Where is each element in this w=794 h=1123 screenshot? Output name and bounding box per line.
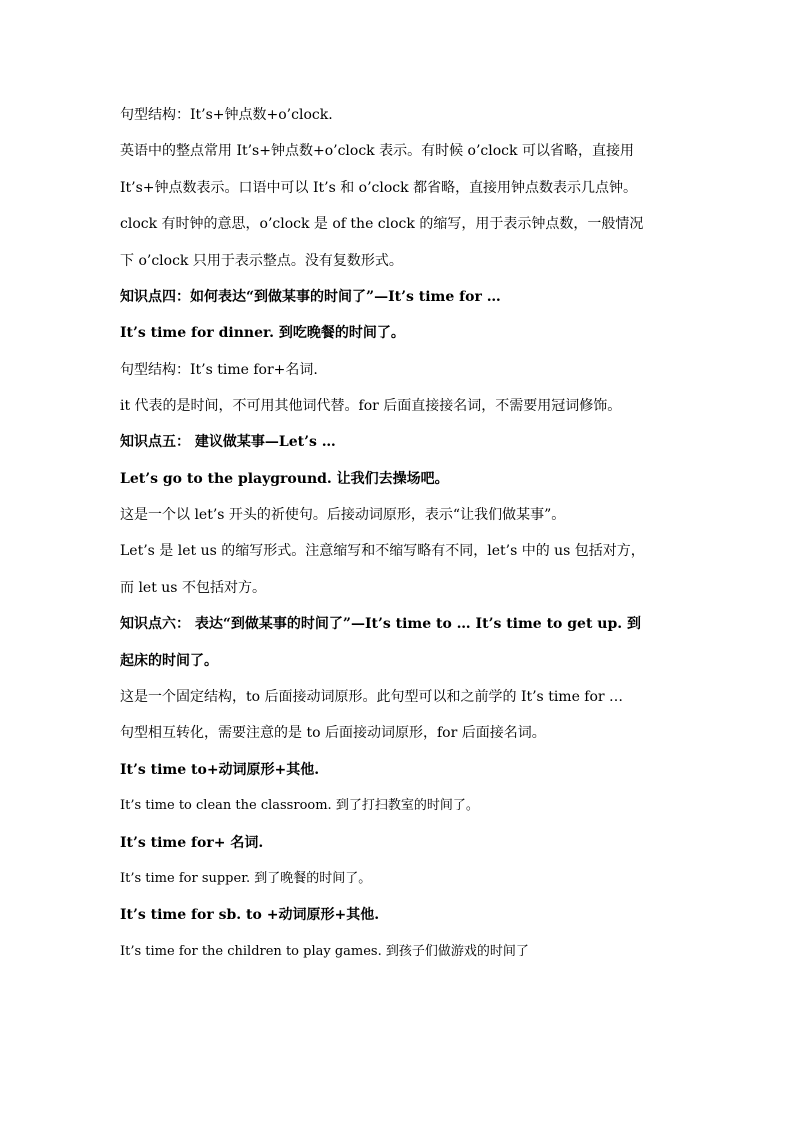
example-sentence: Let’s go to the playground. 让我们去操场吧。 bbox=[120, 471, 449, 487]
text-line-paragraph: 英语中的整点常用 It’s+钟点数+o’clock 表示。有时候 o’clock 可以省略，直接用 bbox=[120, 143, 634, 159]
section-heading-point-4: 知识点四：如何表达“到做某事的时间了”—It’s time for … bbox=[120, 289, 501, 305]
pattern-heading: It’s time for+ 名词. bbox=[120, 835, 264, 851]
text-line-paragraph: 这是一个固定结构，to 后面接动词原形。此句型可以和之前学的 It’s time for … bbox=[120, 689, 624, 705]
example-sentence: It’s time for the children to play games. 到孩子们做游戏的时间了 bbox=[120, 944, 529, 959]
text-line-paragraph: It’s+钟点数表示。口语中可以 It’s 和 o’clock 都省略，直接用钟点数表示几点钟。 bbox=[120, 180, 638, 196]
section-heading-point-5: 知识点五： 建议做某事—Let’s … bbox=[120, 434, 336, 450]
section-heading-point-6-cont: 起床的时间了。 bbox=[120, 653, 218, 669]
pattern-heading: It’s time for sb. to +动词原形+其他. bbox=[120, 907, 380, 923]
text-line-paragraph: 这是一个以 let’s 开头的祈使句。后接动词原形，表示“让我们做某事”。 bbox=[120, 507, 566, 523]
example-sentence: It’s time for dinner. 到吃晚餐的时间了。 bbox=[120, 325, 405, 341]
text-line-paragraph: Let’s 是 let us 的缩写形式。注意缩写和不缩写略有不同，let’s 中的 us 包括对方， bbox=[120, 543, 645, 559]
text-line-paragraph: it 代表的是时间，不可用其他词代替。for 后面直接接名词，不需要用冠词修饰。 bbox=[120, 398, 622, 414]
section-heading-point-6: 知识点六： 表达“到做某事的时间了”—It’s time to … It’s time to get up. 到 bbox=[120, 616, 642, 632]
text-line-paragraph: 而 let us 不包括对方。 bbox=[120, 580, 266, 596]
text-line-paragraph: clock 有时钟的意思，o’clock 是 of the clock 的缩写，用于表示钟点数，一般情况 bbox=[120, 216, 644, 232]
example-sentence: It’s time for supper. 到了晚餐的时间了。 bbox=[120, 871, 372, 886]
text-line-sentence-structure-oclock: 句型结构：It’s+钟点数+o’clock. bbox=[120, 107, 333, 123]
pattern-heading: It’s time to+动词原形+其他. bbox=[120, 762, 320, 778]
text-line-paragraph: 句型相互转化，需要注意的是 to 后面接动词原形，for 后面接名词。 bbox=[120, 725, 546, 741]
example-sentence: It’s time to clean the classroom. 到了打扫教室的时间了。 bbox=[120, 798, 479, 813]
text-line-paragraph: 下 o’clock 只用于表示整点。没有复数形式。 bbox=[120, 253, 403, 269]
text-line-sentence-structure: 句型结构：It’s time for+名词. bbox=[120, 362, 318, 378]
